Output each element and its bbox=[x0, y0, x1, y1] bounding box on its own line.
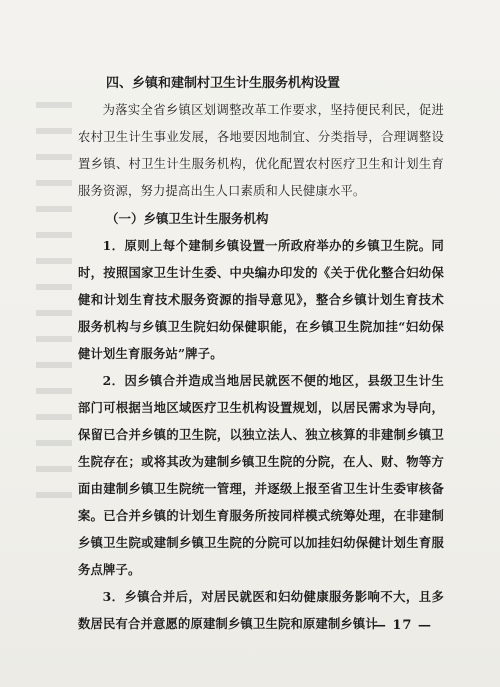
intro-paragraph: 为落实全省乡镇区划调整改革工作要求，坚持便民利民，促进农村卫生计生事业发展，各地要因地制宜、分类指导，合理调整设置乡镇、村卫生计生服务机构，优化配置农村医疗卫生和计划生育服务资源，努力提高出生人口素质和人民健康水平。 bbox=[78, 103, 444, 198]
paragraph-2: 2．因乡镇合并造成当地居民就医不便的地区，县级卫生计生部门可根据当地区域医疗卫生机构设置规划，以居民需求为导向，保留已合并乡镇的卫生院，以独立法人、独立核算的非建制乡镇卫生院存在；或将其改为建制乡镇卫生院的分院，在人、财、物等方面由建制乡镇卫生院统一管理，并逐级上报至省卫生计生委审核备案。已合并乡镇的计划生育服务所按同样模式统筹处理，在非建制乡镇卫生院或建制乡镇卫生院的分院可以加挂妇幼保健计划生育服务点牌子。 bbox=[78, 373, 444, 577]
document-body bbox=[78, 70, 444, 637]
paragraph-3: 3．乡镇合并后，对居民就医和妇幼健康服务影响不大，且多数居民有合并意愿的原建制乡镇卫生院和原建制乡镇计 bbox=[78, 589, 444, 631]
page-number: — 17 — bbox=[372, 618, 432, 633]
paragraph-1: 1．原则上每个建制乡镇设置一所政府举办的乡镇卫生院。同时，按照国家卫生计生委、中央编办印发的《关于优化整合妇幼保健和计划生育技术服务资源的指导意见》，整合乡镇计划生育技术服务机构与乡镇卫生院妇幼保健职能，在乡镇卫生院加挂“妇幼保健计划生育服务站”牌子。 bbox=[78, 238, 444, 361]
subsection-heading: （一）乡镇卫生计生服务机构 bbox=[106, 211, 269, 226]
section-heading: 四、乡镇和建制村卫生计生服务机构设置 bbox=[106, 76, 341, 91]
scan-shadow bbox=[36, 82, 72, 512]
